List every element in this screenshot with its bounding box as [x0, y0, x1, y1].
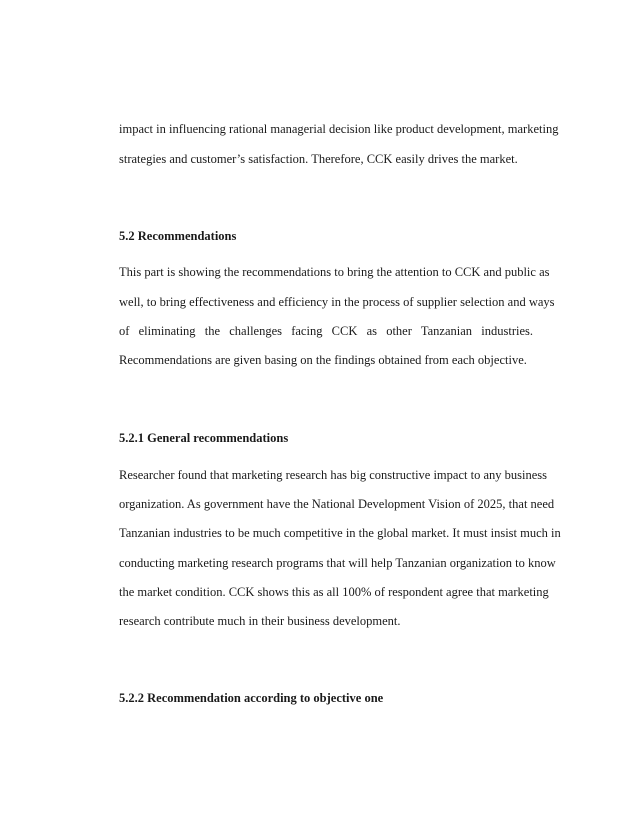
paragraph-line: Tanzanian industries to be much competitive in the global market. It must insist much in: [119, 526, 561, 540]
section-heading-5-2: 5.2 Recommendations: [119, 229, 237, 243]
section-heading-5-2-2: 5.2.2 Recommendation according to objective one: [119, 691, 384, 705]
paragraph-line: impact in influencing rational managerial decision like product development, marketing: [119, 122, 559, 136]
paragraph-line: organization. As government have the National Development Vision of 2025, that need: [119, 497, 555, 511]
paragraph-line: Researcher found that marketing research has big constructive impact to any business: [119, 468, 547, 482]
section-heading-5-2-1: 5.2.1 General recommendations: [119, 431, 289, 445]
paragraph-line: the market condition. CCK shows this as all 100% of respondent agree that marketing: [119, 585, 549, 599]
paragraph-line: Recommendations are given basing on the findings obtained from each objective.: [119, 353, 527, 367]
paragraph-line: strategies and customer’s satisfaction. Therefore, CCK easily drives the market.: [119, 152, 518, 166]
paragraph-line: conducting marketing research programs that will help Tanzanian organization to know: [119, 556, 556, 570]
paragraph-line: well, to bring effectiveness and efficiency in the process of supplier selection and ways: [119, 295, 555, 309]
paragraph-line: This part is showing the recommendations to bring the attention to CCK and public as: [119, 265, 550, 279]
paragraph-line: research contribute much in their business development.: [119, 614, 401, 628]
paragraph-line: of eliminating the challenges facing CCK as other Tanzanian industries.: [119, 324, 533, 338]
